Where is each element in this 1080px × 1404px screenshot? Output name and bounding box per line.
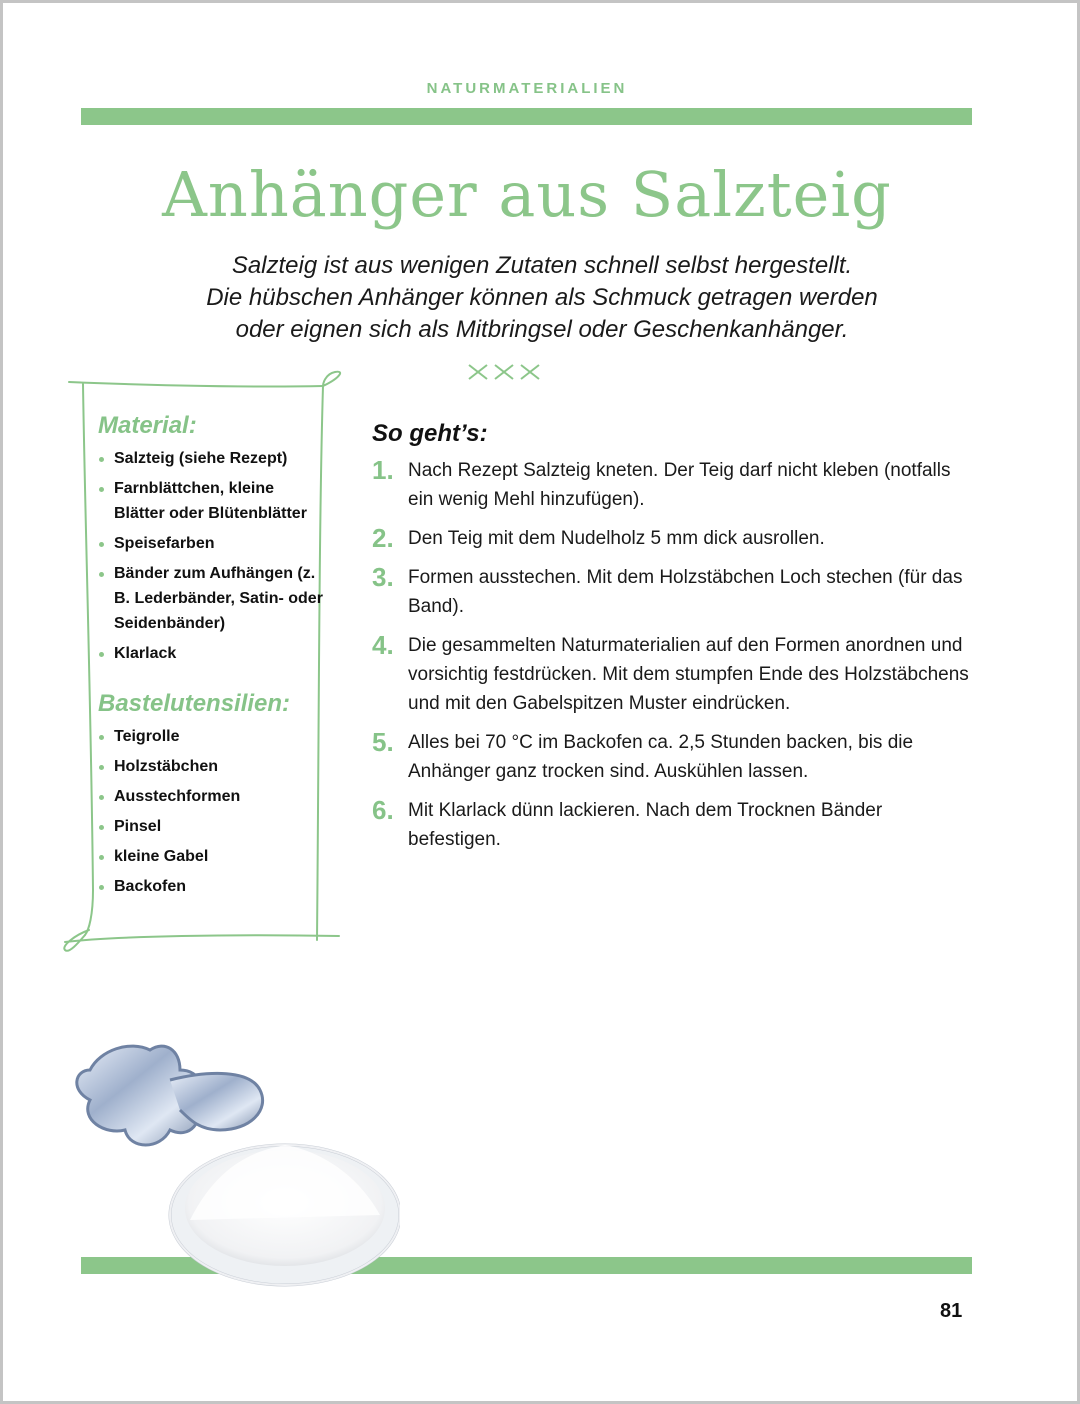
tools-list (98, 724, 323, 899)
step-text: Alles bei 70 °C im Backofen ca. 2,5 Stunden backen, bis die Anhänger ganz trocken sind. Auskühlen lassen. (408, 732, 914, 782)
intro-line: Die hübschen Anhänger können als Schmuck getragen werden (206, 284, 878, 311)
material-item: Bänder zum Aufhängen (z. B. Lederbänder, Satin- oder Seidenbänder) (98, 561, 323, 636)
step-number: 4. (372, 630, 394, 660)
step-number: 5. (372, 727, 394, 757)
tool-item: Pinsel (98, 814, 323, 839)
step-text: Mit Klarlack dünn lackieren. Nach dem Trocknen Bänder befestigen. (408, 800, 883, 850)
step-number: 1. (372, 455, 394, 485)
tool-item: Holzstäbchen (98, 754, 323, 779)
instructions-heading: So geht’s: (372, 420, 488, 447)
tool-item: Teigrolle (98, 724, 323, 749)
cookie-cutter-icon (77, 1046, 263, 1145)
step-text: Die gesammelten Naturmaterialien auf den Formen anordnen und vorsichtig festdrücken. Mit dem stumpfen Ende des Holzstäbchens und mit den Gabelspitzen Muster eindrücken. (408, 635, 969, 714)
step-number: 6. (372, 795, 394, 825)
step-number: 2. (372, 523, 394, 553)
step (372, 524, 972, 553)
page-number: 81 (940, 1300, 963, 1322)
section-label: NATURMATERIALIEN (426, 80, 628, 97)
step (372, 456, 972, 514)
instructions (372, 420, 972, 864)
salt-bowl-icon (170, 1145, 400, 1285)
step-text: Formen ausstechen. Mit dem Holzstäbchen Loch stechen (für das Band). (408, 567, 963, 617)
tool-item: kleine Gabel (98, 844, 323, 869)
top-green-bar (81, 108, 972, 125)
step (372, 796, 972, 854)
material-item: Salzteig (siehe Rezept) (98, 446, 323, 471)
step (372, 728, 972, 786)
intro-text (0, 250, 1080, 346)
step-number: 3. (372, 562, 394, 592)
step (372, 631, 972, 718)
step (372, 563, 972, 621)
page-title: Anhänger aus Salzteig (162, 158, 892, 231)
material-item: Speisefarben (98, 531, 323, 556)
material-heading: Material: (98, 412, 197, 439)
material-item: Klarlack (98, 641, 323, 666)
tool-item: Backofen (98, 874, 323, 899)
step-text: Den Teig mit dem Nudelholz 5 mm dick ausrollen. (408, 528, 825, 549)
tools-heading: Bastelutensilien: (98, 690, 291, 717)
material-list (98, 446, 323, 666)
intro-line: Salzteig ist aus wenigen Zutaten schnell selbst hergestellt. (231, 252, 853, 279)
tool-item: Ausstechformen (98, 784, 323, 809)
step-text: Nach Rezept Salzteig kneten. Der Teig darf nicht kleben (notfalls ein wenig Mehl hinzufügen). (408, 460, 951, 510)
cross-stitch-ornament-icon (467, 362, 543, 387)
materials-box (98, 412, 323, 904)
cookie-cutter-and-salt-bowl-photo (70, 1030, 400, 1290)
material-item: Farnblättchen, kleine Blätter oder Blütenblätter (98, 476, 323, 526)
intro-line: oder eignen sich als Mitbringsel oder Geschenkanhänger. (235, 316, 849, 343)
